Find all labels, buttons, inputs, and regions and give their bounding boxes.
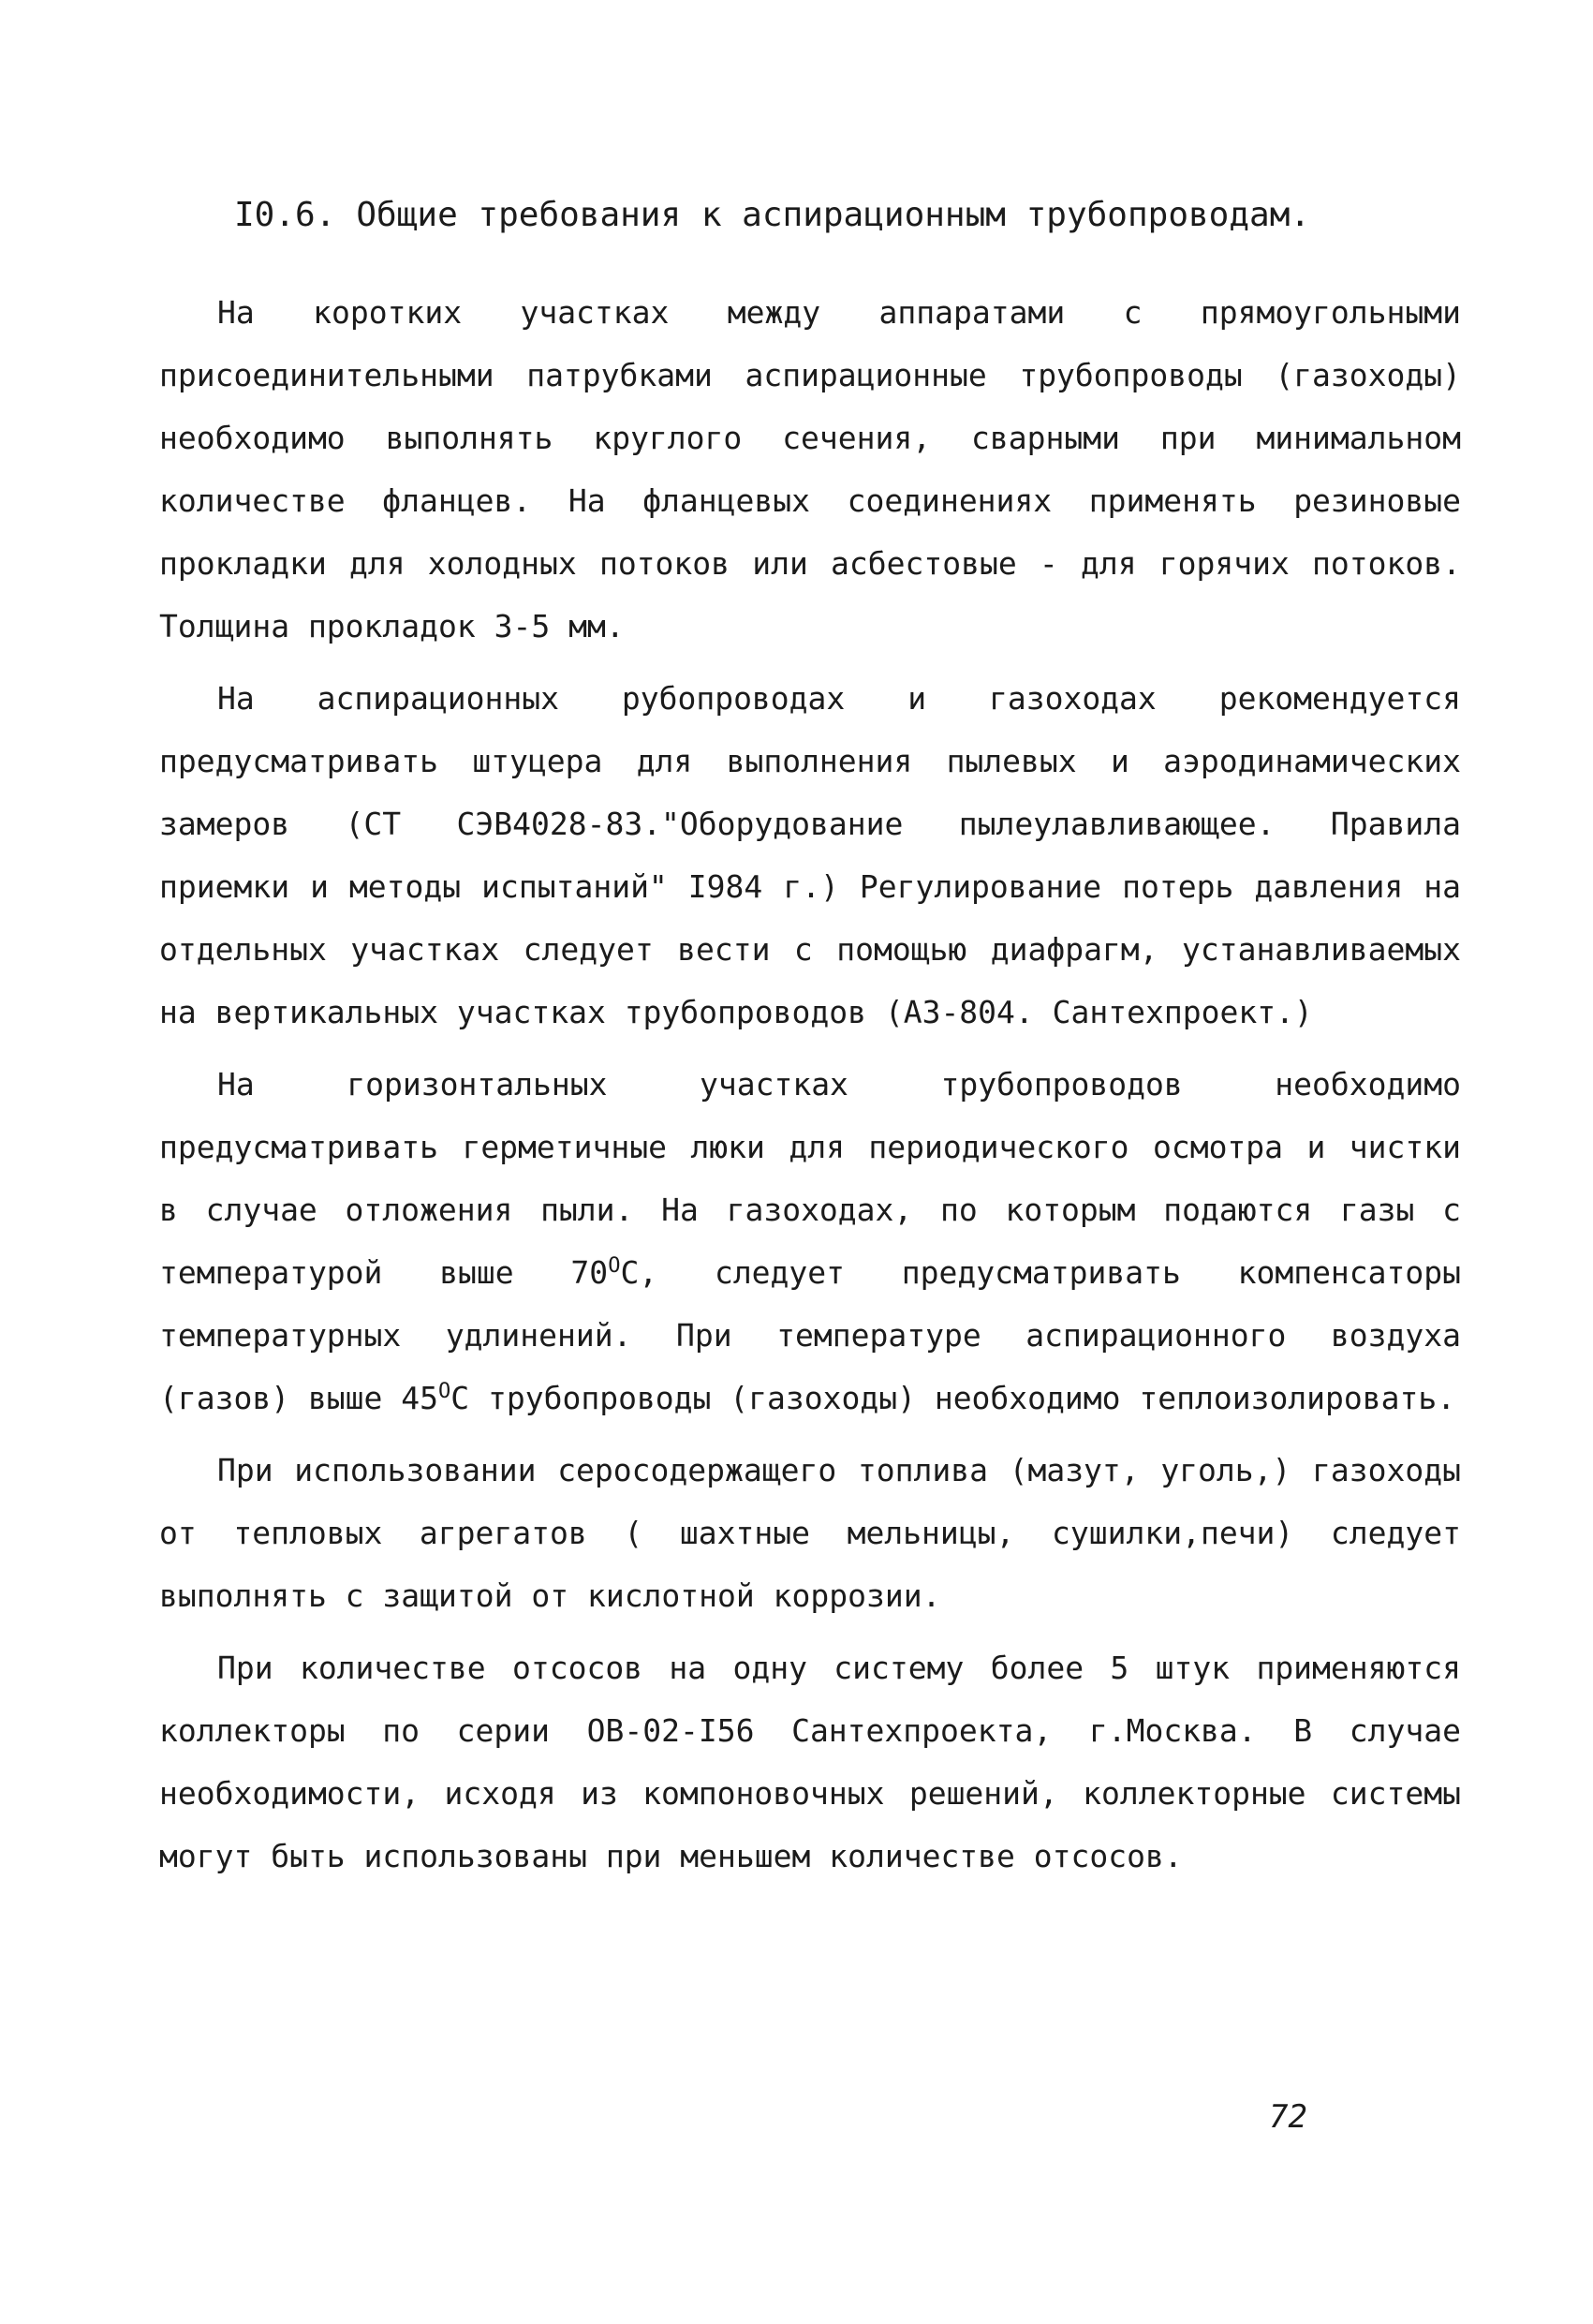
paragraph-measurements: На аспирационных рубопроводах и газоходах рекомендуется предусматривать штуцера для выполнения пылевых и аэродинамических замеров (СТ СЭВ4028-83."Оборудование пылеулавливающее. Правила приемки и методы испытаний" I984 г.) Регулирование потерь давления на отдельных участках следует вести с помощью диафрагм, устанавливаемых на вертикальных участках трубопроводов (АЗ-804. Сантехпроект.) xyxy=(159,680,1461,1030)
section-title: Общие требования к аспирационным трубопроводам. xyxy=(356,196,1311,234)
section-heading xyxy=(234,192,1310,239)
paragraph-horizontal-part2: С, следует предусматривать компенсаторы температурных удлинений. При температуре аспирационного воздуха (газов) выше 45 xyxy=(159,1254,1462,1416)
paragraph-horizontal-part1: На горизонтальных участках трубопроводов необходимо предусматривать герметичные люки для периодического осмотра и чистки в случае отложения пыли. На газоходах, по которым подаются газы с температурой выше 70 xyxy=(159,1066,1461,1291)
paragraph-collectors: При количестве отсосов на одну систему более 5 штук применяются коллекторы по серии ОВ-02-I56 Сантехпроекта, г.Москва. В случае необходимости, исходя из компоновочных решений, коллекторные системы могут быть использованы при меньшем количестве отсосов. xyxy=(159,1650,1461,1874)
page-number: 72 xyxy=(1269,2098,1307,2136)
body-text xyxy=(159,281,1461,1887)
section-number: I0.6. xyxy=(234,196,336,234)
paragraph-horizontal-part3: С трубопроводы (газоходы) необходимо теплоизолировать. xyxy=(450,1380,1456,1416)
degree-sign-2: O xyxy=(438,1380,451,1403)
paragraph-horizontal-sections xyxy=(159,1053,1461,1429)
paragraph-gaskets: На коротких участках между аппаратами с прямоугольными присоединительными патрубками аспирационные трубопроводы (газоходы) необходимо выполнять круглого сечения, сварными при минимальном количестве фланцев. На фланцевых соединениях применять резиновые прокладки для холодных потоков или асбестовые - для горячих потоков. Толщина прокладок 3-5 мм. xyxy=(159,294,1461,644)
degree-sign-1: O xyxy=(608,1254,621,1278)
paragraph-corrosion: При использовании серосодержащего топлива (мазут, уголь,) газоходы от тепловых агрегатов ( шахтные мельницы, сушилки,печи) следует выполнять с защитой от кислотной коррозии. xyxy=(159,1452,1461,1614)
